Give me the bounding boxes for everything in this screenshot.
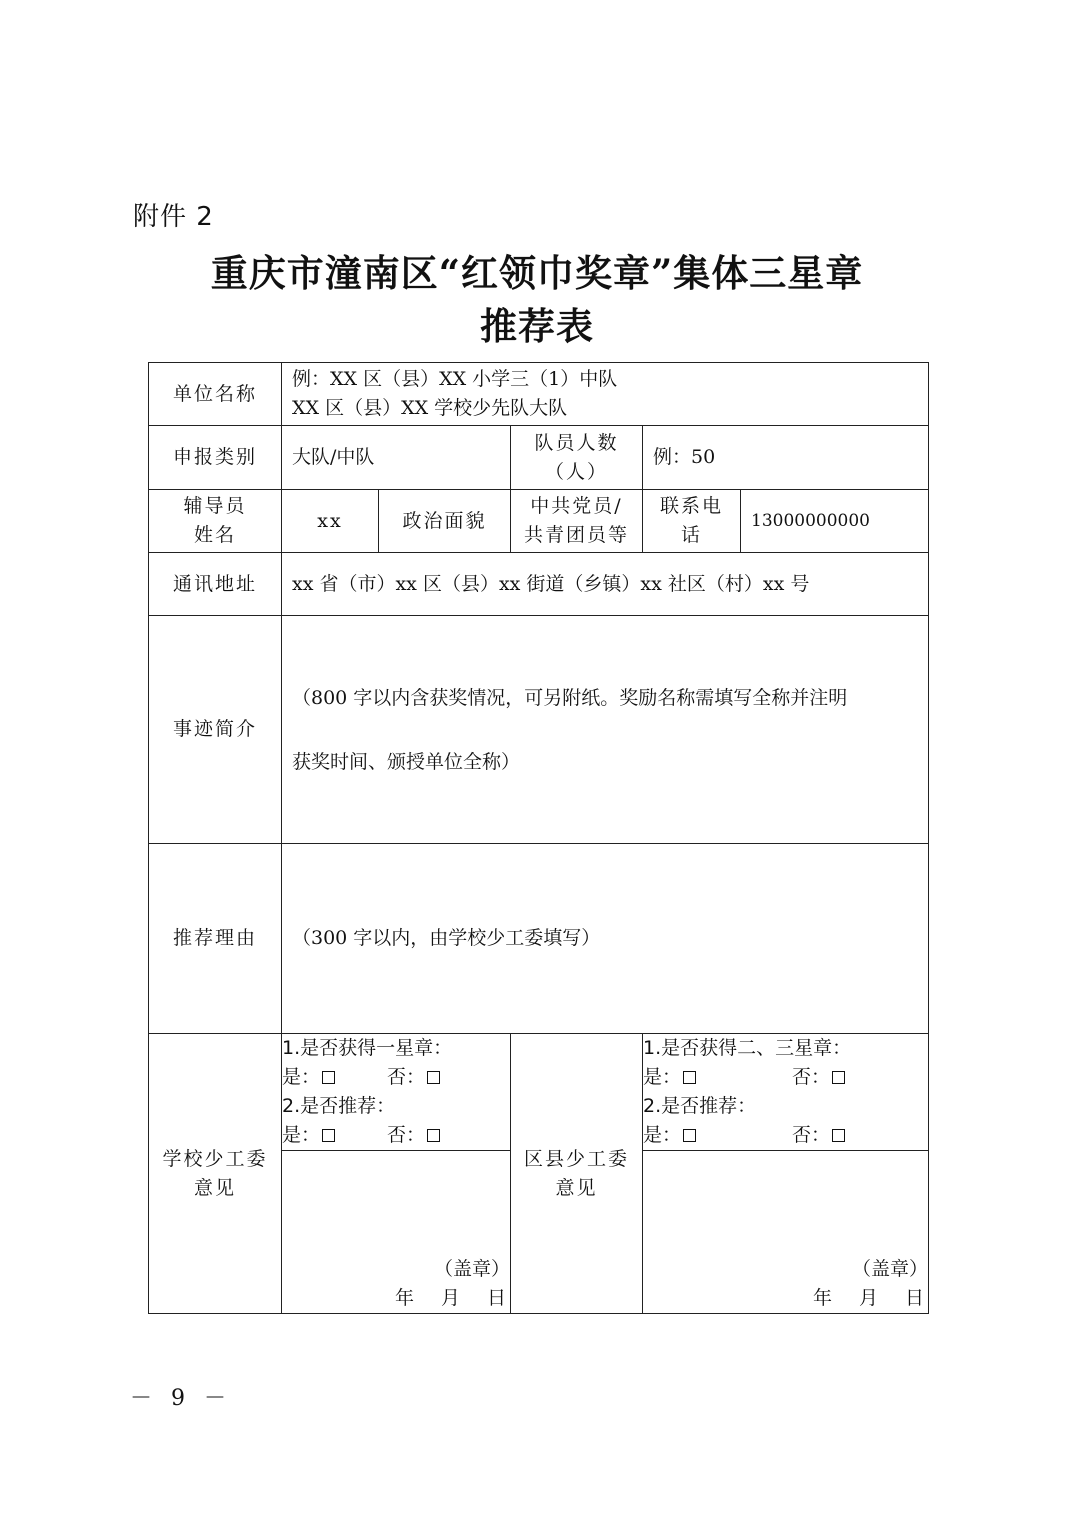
phone-label-line2: 话: [680, 524, 702, 546]
address-label: 通讯地址: [149, 553, 282, 616]
deeds-value-line1: （800 字以内含获奖情况，可另附纸。奖励名称需填写全称并注明: [292, 686, 848, 709]
school-opinion-label-line2: 意见: [193, 1176, 236, 1199]
deeds-label: 事迹简介: [149, 616, 282, 844]
school-q2: 2.是否推荐：: [282, 1095, 396, 1117]
school-q1: 1.是否获得一星章：: [282, 1037, 453, 1059]
school-q1-no-checkbox[interactable]: [427, 1071, 440, 1084]
district-q2-yes-checkbox[interactable]: [683, 1129, 696, 1142]
district-opinion-label-line1: 区县少工委: [523, 1147, 629, 1170]
school-q2-no-label: 否：: [387, 1124, 426, 1146]
row-reason: [149, 844, 929, 1034]
phone-label: [643, 490, 741, 553]
row-deeds: [149, 616, 929, 844]
category-value: 大队/中队: [282, 426, 511, 490]
unit-value: [282, 363, 929, 426]
unit-value-line2: XX 区（县）XX 学校少先队大队: [292, 397, 568, 419]
district-opinion-label-line2: 意见: [555, 1176, 598, 1199]
district-q2-no-label: 否：: [792, 1124, 831, 1146]
district-q1-no-label: 否：: [792, 1066, 831, 1088]
unit-value-line1: 例：XX 区（县）XX 小学三（1）中队: [292, 368, 618, 390]
school-seal-area: [282, 1151, 511, 1314]
district-q1-no-checkbox[interactable]: [832, 1071, 845, 1084]
members-label: [511, 426, 643, 490]
row-category: [149, 426, 929, 490]
deeds-value: [282, 616, 929, 844]
school-q1-yes-checkbox[interactable]: [322, 1071, 335, 1084]
advisor-label-line1: 辅导员: [183, 495, 247, 517]
members-value: 例：50: [643, 426, 929, 490]
school-opinion-label: [149, 1034, 282, 1314]
school-q2-no-checkbox[interactable]: [427, 1129, 440, 1142]
school-options: [282, 1034, 511, 1151]
district-seal: （盖章）: [852, 1258, 929, 1280]
school-seal: （盖章）: [433, 1258, 510, 1280]
advisor-label: [149, 490, 282, 553]
school-q1-answers: [282, 1063, 510, 1092]
unit-label: 单位名称: [149, 363, 282, 426]
row-unit: [149, 363, 929, 426]
district-opinion-label: [511, 1034, 643, 1314]
phone-value: 13000000000: [741, 490, 929, 553]
members-label-line2: （人）: [544, 460, 608, 483]
attachment-label: 附件 2: [133, 202, 214, 232]
page-subtitle: 推荐表: [480, 304, 594, 348]
school-opinion-label-line1: 学校少工委: [162, 1147, 268, 1170]
school-q2-answers: [282, 1121, 510, 1150]
row-opinions-top: [149, 1034, 929, 1151]
school-q2-yes-label: 是：: [282, 1124, 321, 1146]
members-label-line1: 队员人数: [534, 431, 619, 454]
reason-value: （300 字以内，由学校少工委填写）: [282, 844, 929, 1034]
district-q2-answers: [643, 1121, 928, 1150]
political-label: 政治面貌: [379, 490, 511, 553]
district-seal-area: [643, 1151, 929, 1314]
political-value-line1: 中共党员/: [530, 495, 623, 517]
district-date: 年 月 日: [813, 1287, 929, 1309]
political-value-line2: 共青团员等: [523, 524, 629, 546]
category-label: 申报类别: [149, 426, 282, 490]
reason-label: 推荐理由: [149, 844, 282, 1034]
address-value: xx 省（市）xx 区（县）xx 街道（乡镇）xx 社区（村）xx 号: [282, 553, 929, 616]
district-q1-yes-label: 是：: [643, 1066, 682, 1088]
advisor-name-value: xx: [282, 490, 379, 553]
district-q2-no-checkbox[interactable]: [832, 1129, 845, 1142]
district-options: [643, 1034, 929, 1151]
district-q1-yes-checkbox[interactable]: [683, 1071, 696, 1084]
school-q1-yes-label: 是：: [282, 1066, 321, 1088]
page-title: 重庆市潼南区“红领巾奖章”集体三星章: [210, 251, 864, 295]
district-q1: 1.是否获得二、三星章：: [643, 1037, 852, 1059]
district-q2-yes-label: 是：: [643, 1124, 682, 1146]
political-value: [511, 490, 643, 553]
row-advisor: [149, 490, 929, 553]
school-q2-yes-checkbox[interactable]: [322, 1129, 335, 1142]
district-q1-answers: [643, 1063, 928, 1092]
school-q1-no-label: 否：: [387, 1066, 426, 1088]
advisor-label-line2: 姓名: [193, 524, 236, 546]
district-q2: 2.是否推荐：: [643, 1095, 757, 1117]
deeds-value-line2: 获奖时间、颁授单位全称）: [292, 750, 521, 773]
school-date: 年 月 日: [394, 1287, 510, 1309]
page-number: － 9 －: [130, 1386, 232, 1411]
recommendation-form: [148, 362, 929, 1314]
phone-label-line1: 联系电: [659, 495, 723, 517]
row-address: [149, 553, 929, 616]
